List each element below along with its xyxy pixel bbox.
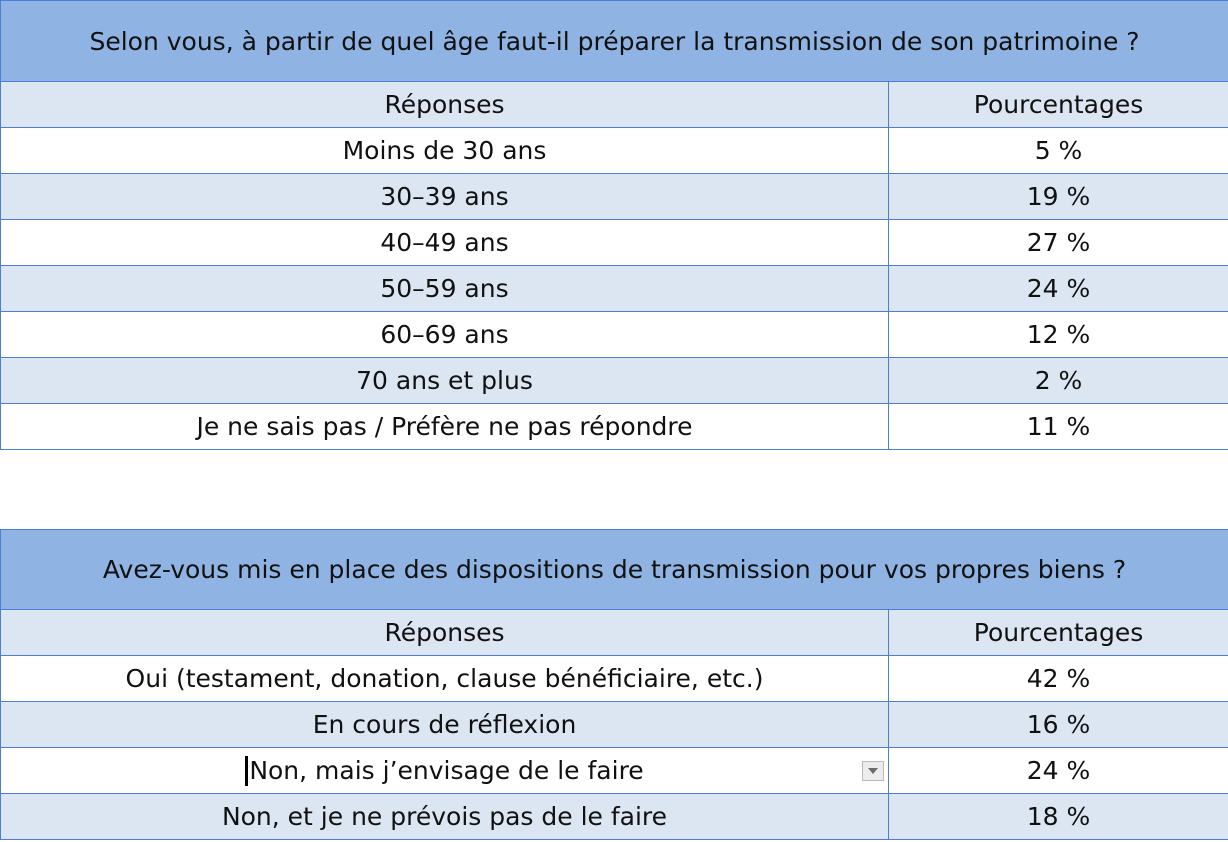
column-header-percentages[interactable]: Pourcentages — [889, 610, 1228, 656]
percentage-cell[interactable]: 42 % — [889, 656, 1228, 702]
column-header-percentages[interactable]: Pourcentages — [889, 82, 1228, 128]
table-row — [1, 404, 1228, 450]
percentage-cell[interactable]: 11 % — [889, 404, 1228, 450]
table-row — [1, 748, 1228, 794]
percentage-cell[interactable]: 24 % — [889, 748, 1228, 794]
percentage-cell[interactable]: 18 % — [889, 794, 1228, 840]
percentage-cell[interactable]: 12 % — [889, 312, 1228, 358]
table-row — [1, 312, 1228, 358]
text-cursor — [245, 756, 248, 786]
table-row — [1, 358, 1228, 404]
table-row — [1, 656, 1228, 702]
response-cell[interactable]: 50–59 ans — [1, 266, 889, 312]
percentage-cell[interactable]: 24 % — [889, 266, 1228, 312]
response-cell-text: Non, mais j’envisage de le faire — [249, 756, 644, 785]
percentage-cell[interactable]: 27 % — [889, 220, 1228, 266]
response-cell[interactable]: 70 ans et plus — [1, 358, 889, 404]
response-cell[interactable]: 40–49 ans — [1, 220, 889, 266]
percentage-cell[interactable]: 19 % — [889, 174, 1228, 220]
response-cell[interactable]: Moins de 30 ans — [1, 128, 889, 174]
table-row — [1, 128, 1228, 174]
table-title[interactable]: Avez-vous mis en place des dispositions de transmission pour vos propres biens ? — [1, 530, 1228, 610]
response-cell-active[interactable] — [1, 748, 889, 794]
chevron-down-icon — [867, 767, 879, 775]
response-cell[interactable]: Non, et je ne prévois pas de le faire — [1, 794, 889, 840]
dropdown-button[interactable] — [862, 761, 884, 781]
table-row — [1, 794, 1228, 840]
column-header-responses[interactable]: Réponses — [1, 82, 889, 128]
response-cell[interactable]: 30–39 ans — [1, 174, 889, 220]
provisions-survey-table — [0, 529, 1228, 840]
response-cell[interactable]: Oui (testament, donation, clause bénéficiaire, etc.) — [1, 656, 889, 702]
percentage-cell[interactable]: 16 % — [889, 702, 1228, 748]
response-cell[interactable]: 60–69 ans — [1, 312, 889, 358]
response-cell[interactable]: Je ne sais pas / Préfère ne pas répondre — [1, 404, 889, 450]
percentage-cell[interactable]: 5 % — [889, 128, 1228, 174]
table-row — [1, 220, 1228, 266]
table-row — [1, 266, 1228, 312]
response-cell[interactable]: En cours de réflexion — [1, 702, 889, 748]
column-header-responses[interactable]: Réponses — [1, 610, 889, 656]
percentage-cell[interactable]: 2 % — [889, 358, 1228, 404]
table-row — [1, 174, 1228, 220]
table-title[interactable]: Selon vous, à partir de quel âge faut-il préparer la transmission de son patrimoine ? — [1, 1, 1228, 82]
table-row — [1, 702, 1228, 748]
